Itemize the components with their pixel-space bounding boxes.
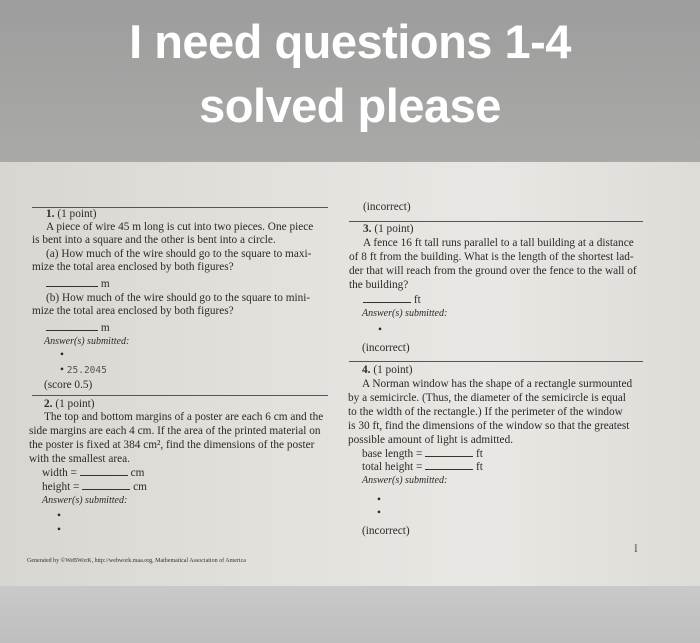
q1-submitted-label: Answer(s) submitted:	[44, 336, 130, 347]
footer-credit: Generated by ©WeBWorK, http://webwork.maa.org, Mathematical Association of America	[27, 558, 246, 564]
q1-header: 1. (1 point)	[46, 208, 97, 220]
caption-line-1: I need questions 1-4	[129, 15, 571, 68]
bullet: •	[378, 324, 382, 336]
q1-part-a-line: (a) How much of the wire should go to the square to maxi-	[46, 248, 312, 260]
q4-base-field[interactable]: base length = ft	[362, 448, 483, 460]
q1-text-line: A piece of wire 45 m long is cut into two pieces. One piece	[46, 221, 314, 233]
q4-header: 4. (1 point)	[362, 364, 413, 376]
bullet: •	[377, 494, 381, 506]
q1-part-a-line: mize the total area enclosed by both figures?	[32, 261, 234, 273]
q3-status: (incorrect)	[362, 342, 410, 354]
divider	[349, 361, 643, 362]
q3-text-line: A fence 16 ft tall runs parallel to a tall building at a distance	[363, 237, 634, 249]
text-cursor-icon: I	[634, 543, 638, 555]
q4-text-line: to the width of the rectangle.) If the perimeter of the window	[348, 406, 623, 418]
bullet: •	[57, 510, 61, 522]
q4-height-field[interactable]: total height = ft	[362, 461, 483, 473]
q2-text-line: the poster is fixed at 384 cm², find the dimensions of the poster	[29, 439, 315, 451]
q1-part-b-line: (b) How much of the wire should go to the square to mini-	[46, 292, 311, 304]
q4-text-line: by a semicircle. (Thus, the diameter of the semicircle is equal	[348, 392, 626, 404]
q4-text-line: is 30 ft, find the dimensions of the window so that the greatest	[348, 420, 630, 432]
divider	[349, 221, 643, 222]
q1-answer-a[interactable]: m	[46, 277, 110, 291]
q3-text-line: of 8 ft from the building. What is the length of the shortest lad-	[349, 251, 634, 263]
bullet: •	[60, 349, 64, 361]
q3-text-line: der that will reach from the ground over the fence to the wall of	[349, 265, 637, 277]
q2-text-line: side margins are each 4 cm. If the area of the printed material on	[29, 425, 321, 437]
q4-text-line: possible amount of light is admitted.	[348, 434, 514, 446]
q4-status: (incorrect)	[362, 525, 410, 537]
q2-text-line: The top and bottom margins of a poster are each 6 cm and the	[44, 411, 324, 423]
q2-height-field[interactable]: height = cm	[42, 481, 147, 493]
q1-submitted-item: • 25.2045	[60, 364, 107, 376]
q2-status: (incorrect)	[363, 201, 411, 213]
divider	[32, 395, 328, 396]
q1-text-line: is bent into a square and the other is bent into a circle.	[32, 234, 276, 246]
q2-header: 2. (1 point)	[44, 398, 95, 410]
q3-text-line: the building?	[349, 279, 409, 291]
q4-submitted-label: Answer(s) submitted:	[362, 475, 448, 486]
caption-line-2: solved please	[199, 79, 501, 132]
q4-text-line: A Norman window has the shape of a rectangle surmounted	[362, 378, 633, 390]
q1-score: (score 0.5)	[44, 379, 93, 391]
bullet: •	[57, 524, 61, 536]
photo-background	[0, 586, 700, 643]
bullet: •	[377, 507, 381, 519]
q2-width-field[interactable]: width = cm	[42, 467, 145, 479]
q1-answer-b[interactable]: m	[46, 321, 110, 335]
q3-header: 3. (1 point)	[363, 223, 414, 235]
q2-submitted-label: Answer(s) submitted:	[42, 495, 128, 506]
q2-text-line: with the smallest area.	[29, 453, 131, 465]
q3-submitted-label: Answer(s) submitted:	[362, 308, 448, 319]
q1-part-b-line: mize the total area enclosed by both figures?	[32, 305, 234, 317]
q3-answer[interactable]: ft	[363, 293, 421, 307]
